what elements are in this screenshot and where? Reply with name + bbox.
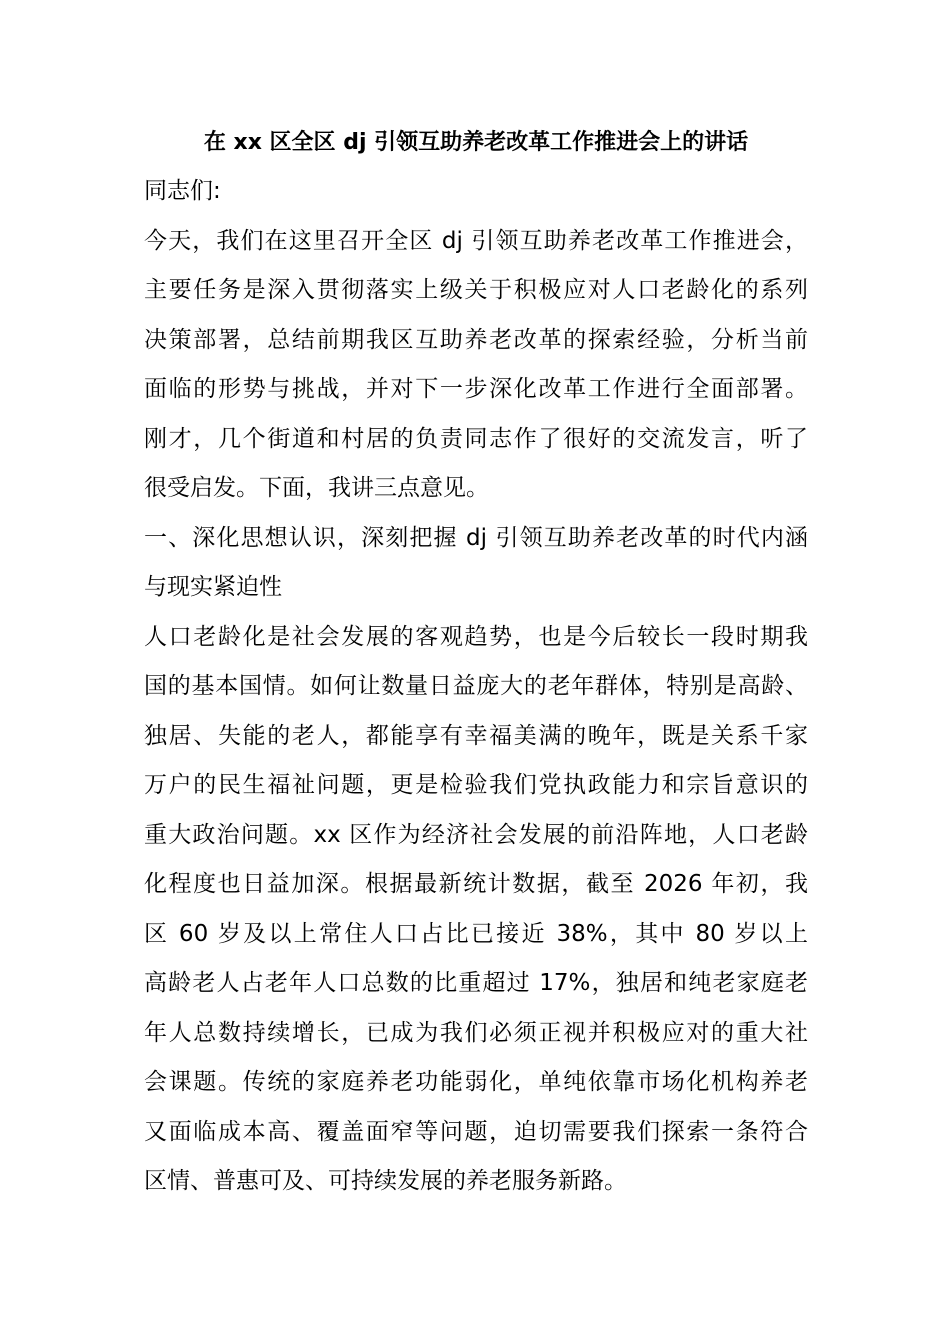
paragraph-line: 又面临成本高、覆盖面窄等问题，迫切需要我们探索一条符合 [144, 1118, 808, 1145]
paragraph-line: 很受启发。下面，我讲三点意见。 [144, 475, 489, 501]
paragraph-line: 独居、失能的老人，都能享有幸福美满的晚年，既是关系千家 [144, 722, 808, 749]
paragraph-line: 刚才，几个街道和村居的负责同志作了很好的交流发言，听了 [144, 425, 808, 452]
paragraph-aging [144, 613, 808, 1207]
paragraph-line: 区情、普惠可及、可持续发展的养老服务新路。 [144, 1168, 627, 1194]
heading-line: 与现实紧迫性 [144, 574, 282, 600]
paragraph-intro [144, 217, 808, 514]
salutation-text: 同志们: [144, 178, 221, 204]
document-body [144, 118, 808, 1207]
paragraph-line: 年人总数持续增长，已成为我们必须正视并积极应对的重大社 [144, 1019, 808, 1046]
paragraph-line: 重大政治问题。xx 区作为经济社会发展的前沿阵地，人口老龄 [144, 821, 808, 848]
salutation [144, 167, 808, 217]
paragraph-line: 面临的形势与挑战，并对下一步深化改革工作进行全面部署。 [144, 376, 808, 402]
paragraph-line: 人口老龄化是社会发展的客观趋势，也是今后较长一段时期我 [144, 623, 808, 650]
paragraph-line: 万户的民生福祉问题，更是检验我们党执政能力和宗旨意识的 [144, 772, 808, 798]
paragraph-line: 国的基本国情。如何让数量日益庞大的老年群体，特别是高龄、 [144, 673, 808, 699]
paragraph-line: 区 60 岁及以上常住人口占比已接近 38%，其中 80 岁以上 [144, 920, 808, 947]
section-heading-1 [144, 514, 808, 613]
paragraph-line: 高龄老人占老年人口总数的比重超过 17%，独居和纯老家庭老 [144, 970, 808, 996]
paragraph-line: 化程度也日益加深。根据最新统计数据，截至 2026 年初，我 [144, 871, 808, 897]
document-title: 在 xx 区全区 dj 引领互助养老改革工作推进会上的讲话 [203, 130, 749, 155]
paragraph-line: 今天，我们在这里召开全区 dj 引领互助养老改革工作推进会， [144, 227, 808, 254]
paragraph-line: 主要任务是深入贯彻落实上级关于积极应对人口老龄化的系列 [144, 277, 808, 303]
paragraph-line: 决策部署，总结前期我区互助养老改革的探索经验，分析当前 [144, 326, 808, 353]
paragraph-line: 会课题。传统的家庭养老功能弱化，单纯依靠市场化机构养老 [144, 1069, 808, 1095]
heading-line: 一、深化思想认识，深刻把握 dj 引领互助养老改革的时代内涵 [144, 524, 808, 551]
